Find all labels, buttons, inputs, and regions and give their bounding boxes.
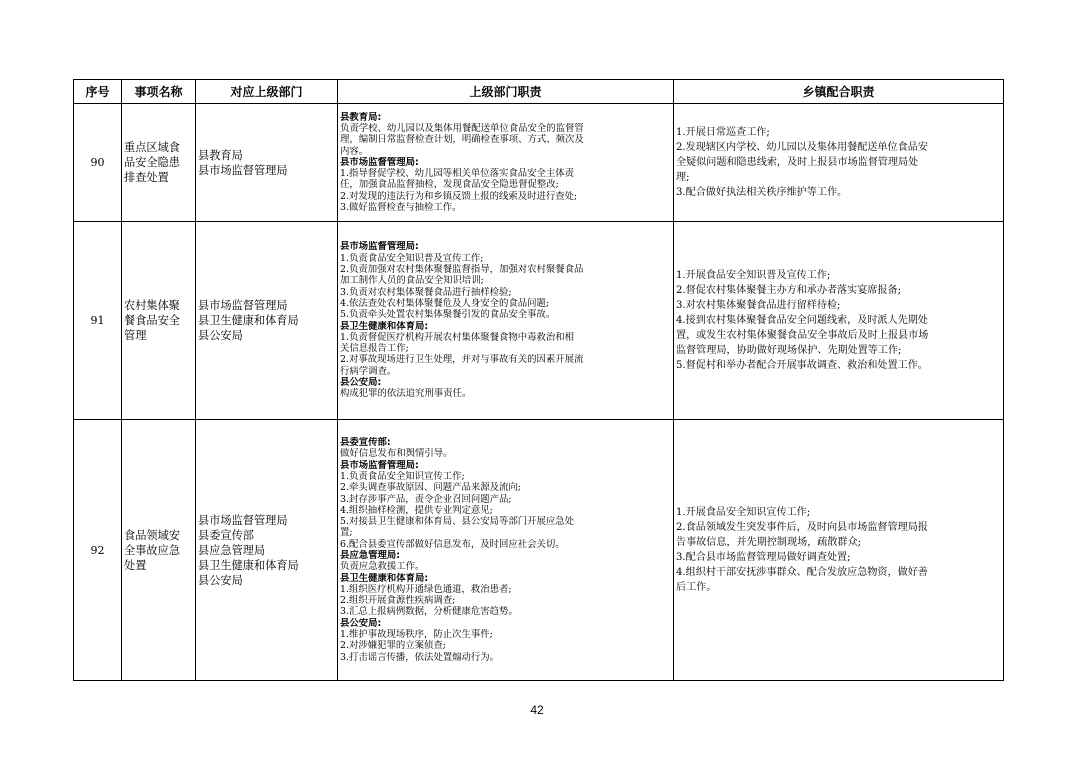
duty-line: 2.牵头调查事故原因、问题产品来源及流向; <box>340 482 521 494</box>
dept-name: 县委宣传部 <box>198 528 254 542</box>
dept-duty-cell <box>338 104 674 222</box>
duty-dept-heading: 县市场监督管理局: <box>340 156 419 168</box>
duty-line: 1.负责食品安全知识宣传工作; <box>340 470 465 482</box>
duty-line: 做好信息发布和舆情引导。 <box>340 448 453 460</box>
town-duty-line: 置，或发生农村集体聚餐食品安全事故后及时上报县市场 <box>676 330 929 341</box>
duty-line: 负责学校、幼儿园以及集体用餐配送单位食品安全的监督管 <box>340 122 584 134</box>
duty-line: 1.负责食品安全知识普及宣传工作; <box>340 252 484 264</box>
duty-line: 构成犯罪的依法追究刑事责任。 <box>340 388 472 400</box>
duty-dept-heading: 县教育局: <box>340 111 382 123</box>
dept-cell <box>196 104 338 222</box>
duty-dept-heading: 县委宣传部: <box>340 437 391 449</box>
town-duty-line: 1.开展日常巡查工作; <box>676 127 770 138</box>
dept-name: 县市场监督管理局 <box>198 163 288 177</box>
item-name-cell <box>122 104 196 222</box>
item-name-line: 重点区域食 <box>124 141 180 154</box>
duty-table <box>73 79 1004 681</box>
item-name-line: 品安全隐患 <box>124 156 180 169</box>
duty-line: 2.负责加强对农村集体聚餐监督指导，加强对农村聚餐食品 <box>340 264 584 276</box>
header-seq: 序号 <box>74 80 122 104</box>
duty-line: 3.汇总上报病例数据，分析健康危害趋势。 <box>340 606 518 618</box>
duty-dept-heading: 县市场监督管理局: <box>340 459 419 471</box>
item-name-line: 排查处置 <box>124 171 169 184</box>
duty-line: 行病学调查。 <box>340 365 397 377</box>
duty-line: 6.配合县委宣传部做好信息发布，及时回应社会关切。 <box>340 538 565 550</box>
header-item-name: 事项名称 <box>122 80 196 104</box>
item-name-cell <box>122 222 196 420</box>
dept-name: 县市场监督管理局 <box>198 513 288 527</box>
item-name-line: 管理 <box>124 329 147 342</box>
duty-line: 3.负责对农村集体聚餐食品进行抽样检验; <box>340 286 512 298</box>
town-duty-cell <box>674 104 1004 222</box>
town-duty-line: 全疑似问题和隐患线索，及时上报县市场监督管理局处 <box>676 157 919 168</box>
dept-name: 县卫生健康和体育局 <box>198 314 299 327</box>
duty-dept-heading: 县公安局: <box>340 376 382 388</box>
duty-line: 任，加强食品监督抽检，发现食品安全隐患督促整改; <box>340 179 559 191</box>
duty-line: 3.封存涉事产品，责令企业召回问题产品; <box>340 493 512 505</box>
duty-line: 2.对涉嫌犯罪的立案侦查; <box>340 640 446 652</box>
town-duty-line: 3.配合县市场监督管理局做好调查处置; <box>676 552 851 563</box>
header-dept-duty: 上级部门职责 <box>338 80 674 104</box>
duty-line: 4.依法查处农村集体聚餐危及人身安全的食品问题; <box>340 297 549 309</box>
dept-name: 县应急管理局 <box>198 543 266 557</box>
town-duty-line: 监督管理局，协助做好现场保护、先期处置等工作; <box>676 345 902 356</box>
town-duty-line: 2.食品领域发生突发事件后，及时向县市场监督管理局报 <box>676 522 928 533</box>
town-duty-line: 1.开展食品安全知识宣传工作; <box>676 507 811 518</box>
town-duty-line: 告事故信息，并先期控制现场，疏散群众; <box>676 537 862 548</box>
duty-line: 内容。 <box>340 145 369 157</box>
table-row <box>74 420 1004 681</box>
duty-dept-heading: 县市场监督管理局: <box>340 241 419 253</box>
town-duty-line: 3.配合做好执法相关秩序维护等工作。 <box>676 187 848 198</box>
town-duty-line: 3.对农村集体聚餐食品进行留样待检; <box>676 300 841 311</box>
town-duty-line: 4.组织村干部安抚涉事群众、配合发放应急物资，做好善 <box>676 567 928 578</box>
duty-line: 3.做好监督检查与抽检工作。 <box>340 202 462 214</box>
item-name-line: 食品领域安 <box>124 528 180 542</box>
town-duty-line: 后工作。 <box>676 582 717 593</box>
table-row <box>74 222 1004 420</box>
duty-line: 置; <box>340 527 353 539</box>
dept-duty-cell <box>338 420 674 681</box>
duty-line: 1.指导督促学校、幼儿园等相关单位落实食品安全主体责 <box>340 168 574 180</box>
town-duty-line: 2.发现辖区内学校、幼儿园以及集体用餐配送单位食品安 <box>676 142 928 153</box>
duty-line: 5.负责牵头处置农村集体聚餐引发的食品安全事故。 <box>340 309 556 321</box>
dept-name: 县市场监督管理局 <box>198 299 288 312</box>
header-row <box>74 80 1004 104</box>
duty-dept-heading: 县卫生健康和体育局: <box>340 320 429 332</box>
duty-line: 2.对发现的违法行为和乡镇反馈上报的线索及时进行查处; <box>340 190 578 202</box>
duty-line: 加工制作人员的食品安全知识培训; <box>340 275 484 287</box>
header-town-duty: 乡镇配合职责 <box>674 80 1004 104</box>
dept-cell <box>196 222 338 420</box>
town-duty-line: 5.督促村和举办者配合开展事故调查、救治和处置工作。 <box>676 360 928 371</box>
dept-cell <box>196 420 338 681</box>
item-name-line: 农村集体聚 <box>124 299 180 312</box>
dept-name: 县教育局 <box>198 148 243 162</box>
row-number: 91 <box>74 222 122 420</box>
table-row <box>74 104 1004 222</box>
item-name-cell <box>122 420 196 681</box>
duty-line: 4.组织抽样检测，提供专业判定意见; <box>340 504 493 516</box>
duty-line: 2.对事故现场进行卫生处理，并对与事故有关的因素开展流 <box>340 354 584 366</box>
town-duty-line: 4.接到农村集体聚餐食品安全问题线索，及时派人先期处 <box>676 315 928 326</box>
duty-line: 关信息报告工作; <box>340 343 409 355</box>
town-duty-line: 1.开展食品安全知识普及宣传工作; <box>676 270 831 281</box>
duty-line: 1.负责督促医疗机构开展农村集体聚餐食物中毒救治和相 <box>340 331 574 343</box>
duty-line: 1.维护事故现场秩序，防止次生事件; <box>340 629 493 641</box>
page-number: 42 <box>530 703 544 717</box>
duty-line: 理，编制日常监督检查计划，明确检查事项、方式、频次及 <box>340 134 584 146</box>
duty-dept-heading: 县卫生健康和体育局: <box>340 572 429 584</box>
town-duty-line: 2.督促农村集体聚餐主办方和承办者落实宴席报备; <box>676 285 901 296</box>
dept-name: 县公安局 <box>198 573 243 587</box>
dept-duty-cell <box>338 222 674 420</box>
duty-dept-heading: 县公安局: <box>340 617 382 629</box>
row-number: 92 <box>74 420 122 681</box>
duty-line: 负责应急救援工作。 <box>340 561 425 573</box>
town-duty-cell <box>674 222 1004 420</box>
town-duty-line: 理; <box>676 172 690 183</box>
row-number: 90 <box>74 104 122 222</box>
duty-line: 1.组织医疗机构开通绿色通道，救治患者; <box>340 583 512 595</box>
dept-name: 县卫生健康和体育局 <box>198 558 299 572</box>
item-name-line: 处置 <box>124 558 147 572</box>
duty-line: 3.打击谣言传播，依法处置煽动行为。 <box>340 651 499 663</box>
item-name-line: 全事故应急 <box>124 543 180 557</box>
town-duty-cell <box>674 420 1004 681</box>
duty-line: 5.对接县卫生健康和体育局、县公安局等部门开展应急处 <box>340 516 574 528</box>
dept-name: 县公安局 <box>198 329 243 342</box>
header-dept: 对应上级部门 <box>196 80 338 104</box>
item-name-line: 餐食品安全 <box>124 314 180 327</box>
duty-line: 2.组织开展食源性疾病调查; <box>340 595 456 607</box>
duty-dept-heading: 县应急管理局: <box>340 550 400 561</box>
